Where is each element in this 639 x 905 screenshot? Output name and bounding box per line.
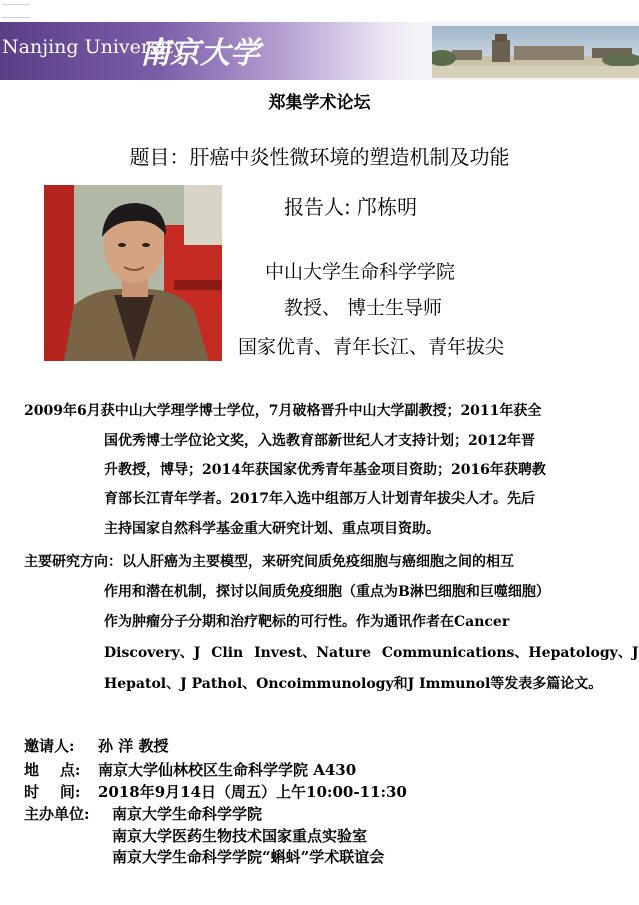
bio-line: 主持国家自然科学基金重大研究计划、重点项目资助。 <box>104 521 440 537</box>
time-label: 时 间: <box>24 783 81 801</box>
speaker-position: 教授、 博士生导师 <box>284 297 443 319</box>
research-line: 作用和潜在机制，探讨以间质免疫细胞（重点为B淋巴细胞和巨噬细胞） <box>104 584 550 600</box>
host-item: 南京大学医药生物技术国家重点实验室 <box>112 827 368 845</box>
host-item: 南京大学生命科学学院“蝌蚪”学术联谊会 <box>112 848 385 866</box>
inviter-label: 邀请人: <box>24 737 75 755</box>
research-line: 主要研究方向：以人肝癌为主要模型，来研究间质免疫细胞与癌细胞之间的相互 <box>24 554 514 570</box>
bio-line: 升教授，博导；2014年获国家优秀青年基金项目资助；2016年获聘教 <box>104 462 546 478</box>
university-name-cn: 南京大学 <box>140 36 260 71</box>
bio-line: 国优秀博士学位论文奖，入选教育部新世纪人才支持计划；2012年晋 <box>104 433 535 449</box>
time-value: 2018年9月14日（周五）上午10:00-11:30 <box>98 783 407 801</box>
speaker-photo <box>44 185 222 361</box>
location-label: 地 点: <box>24 761 81 779</box>
forum-title: 郑集学术论坛 <box>268 93 371 113</box>
research-line: 作为肿瘤分子分期和治疗靶标的可行性。作为通讯作者在Cancer <box>104 614 510 630</box>
bio-line: 育部长江青年学者。2017年入选中组部万人计划青年拔尖人才。先后 <box>104 491 535 507</box>
header-marker <box>2 4 30 18</box>
location-value: 南京大学仙林校区生命科学学院 A430 <box>98 761 357 779</box>
research-line: Discovery、J Clin Invest、Nature Communications、Hepatology、J <box>104 645 639 661</box>
speaker-affiliation: 中山大学生命科学学院 <box>265 261 456 283</box>
speaker-honors: 国家优青、青年长江、青年拔尖 <box>238 336 505 358</box>
research-line: Hepatol、J Pathol、Oncoimmunology和J Immunol等发表多篇论文。 <box>104 676 603 692</box>
campus-photo <box>432 26 639 78</box>
speaker-name: 报告人: 邝栋明 <box>284 195 418 219</box>
bio-line: 2009年6月获中山大学理学博士学位，7月破格晋升中山大学副教授；2011年获全 <box>24 403 542 419</box>
host-label: 主办单位: <box>24 805 90 823</box>
inviter-value: 孙 洋 教授 <box>98 737 169 755</box>
university-name-en: Nanjing University <box>2 36 185 58</box>
host-item: 南京大学生命科学学院 <box>112 805 263 823</box>
talk-topic: 题目：肝癌中炎性微环境的塑造机制及功能 <box>129 145 510 169</box>
